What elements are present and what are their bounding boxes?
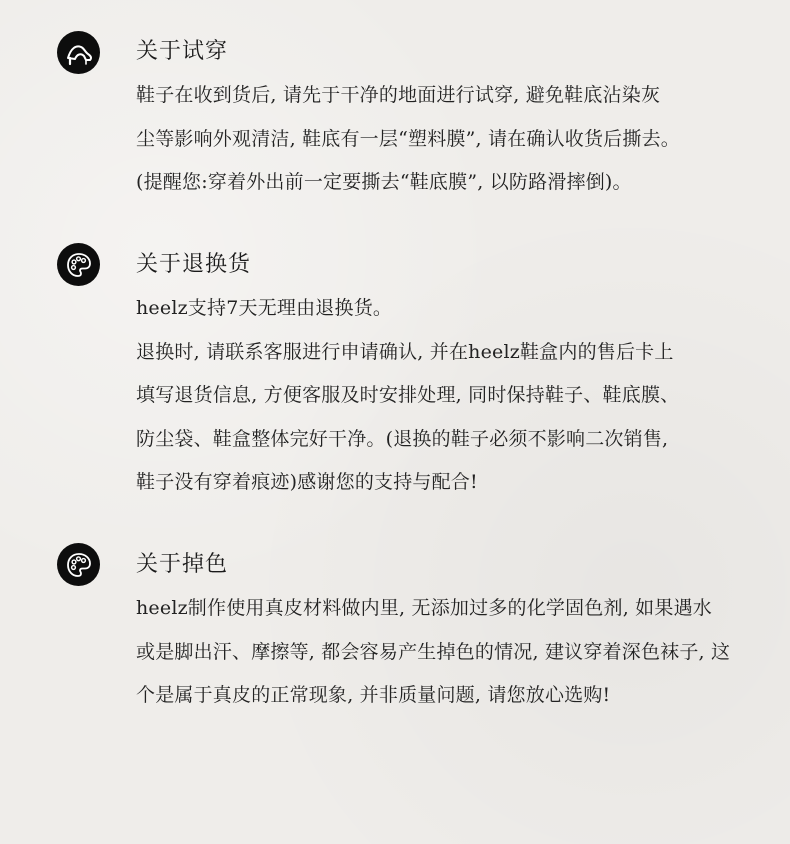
text-line: 防尘袋、鞋盒整体完好干净。(退换的鞋子必须不影响二次销售, — [136, 427, 669, 450]
palette-icon — [57, 243, 100, 286]
text-line: 填写退货信息, 方便客服及时安排处理, 同时保持鞋子、鞋底膜、 — [136, 384, 680, 406]
text-line: 个是属于真皮的正常现象, 并非质量问题, 请您放心选购! — [136, 684, 611, 706]
section-title: 关于试穿 — [136, 39, 229, 64]
section-body — [136, 587, 736, 718]
text-line: 退换时, 请联系客服进行申请确认, 并在heelz鞋盒内的售后卡上 — [136, 340, 674, 363]
section-title: 关于退换货 — [136, 252, 252, 277]
section-body — [136, 287, 736, 505]
text-line: heelz制作使用真皮材料做内里, 无添加过多的化学固色剂, 如果遇水 — [136, 597, 712, 619]
section-body — [136, 74, 736, 205]
high-heel-shoe-icon — [57, 31, 100, 74]
text-line: 鞋子在收到货后, 请先于干净的地面进行试穿, 避免鞋底沾染灰 — [136, 84, 661, 106]
section-title: 关于掉色 — [136, 552, 229, 577]
text-line: heelz支持7天无理由退换货。 — [136, 297, 393, 319]
palette-icon — [57, 543, 100, 586]
text-line: 尘等影响外观清洁, 鞋底有一层“塑料膜”, 请在确认收货后撕去。 — [136, 127, 680, 150]
text-line: 或是脚出汗、摩擦等, 都会容易产生掉色的情况, 建议穿着深色袜子, 这 — [136, 640, 731, 663]
text-line: 鞋子没有穿着痕迹)感谢您的支持与配合! — [136, 471, 478, 493]
text-line: (提醒您:穿着外出前一定要撕去“鞋底膜”, 以防路滑摔倒)。 — [136, 171, 632, 193]
